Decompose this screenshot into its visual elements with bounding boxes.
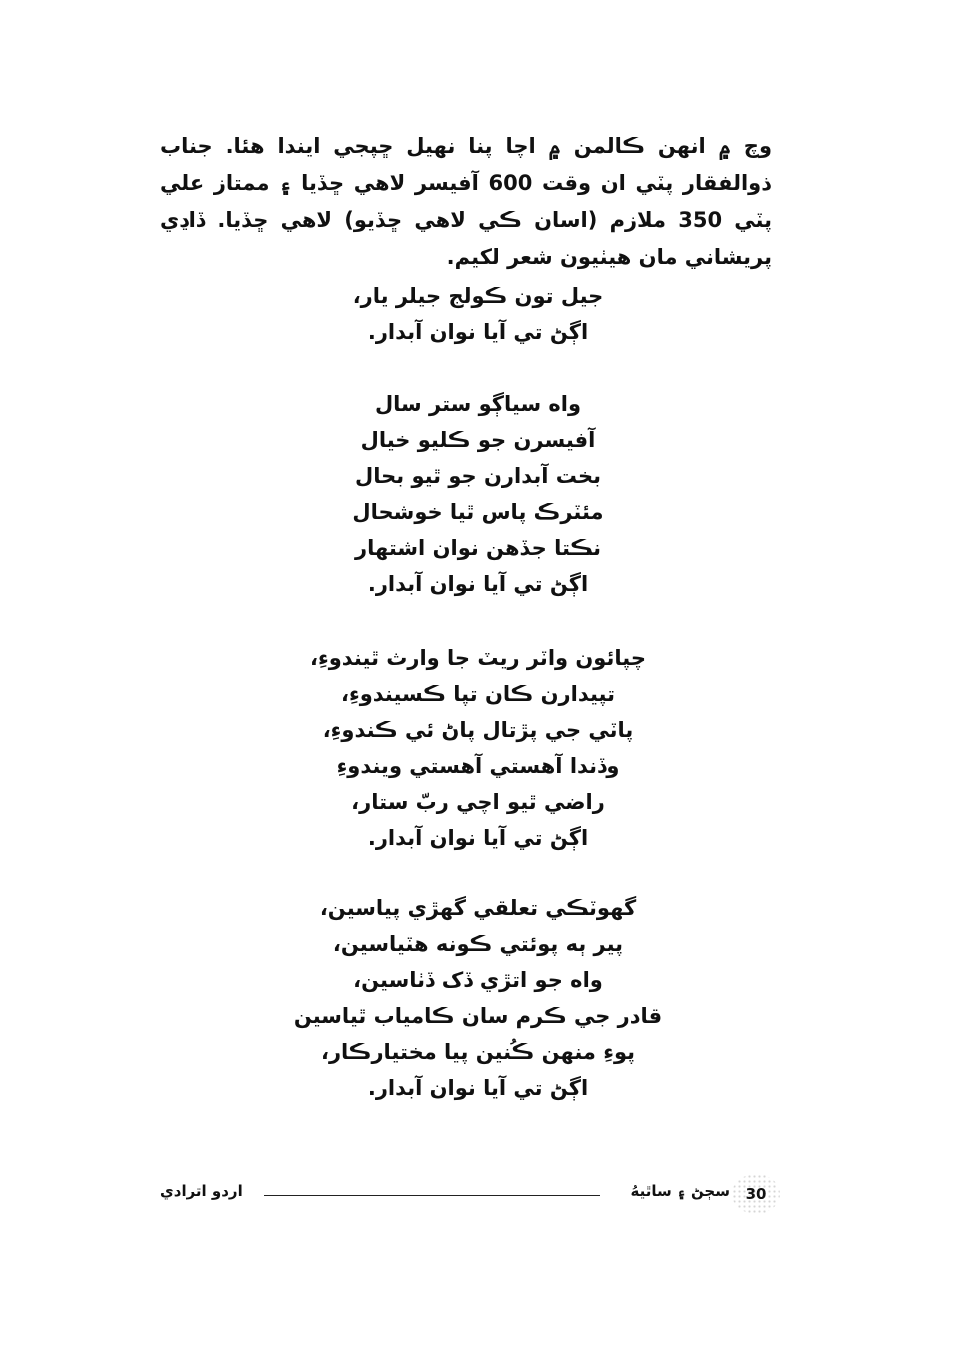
poem-refrain: اڳڻ تي آيا نوان آبدار. — [367, 1076, 589, 1100]
page-number — [736, 1180, 776, 1208]
poem-line: نڪتا جڏهن نوان اشتهار — [355, 536, 601, 560]
footer-divider — [264, 1195, 600, 1196]
poem-line: واه سياڳو ستر سال — [374, 392, 582, 416]
poem-line: وڏندا آهستي آهستي ويندوءِ — [336, 754, 620, 778]
poem-stanza-4 — [190, 890, 766, 1106]
poem-line: گهوٽڪي تعلقي گهڙي پياسين، — [319, 896, 637, 920]
poem-line: پاٽي جي پڙتال پاڻ ئي ڪندوءِ، — [322, 718, 634, 742]
poem-line: مئٽرڪ پاس ٿيا خوشحال — [352, 500, 604, 524]
poem-line: قادر جي ڪرم سان ڪامياب ٿياسين — [293, 1004, 663, 1028]
poem-stanza-2 — [190, 386, 766, 602]
book-title: سڄڻ ۽ ساٿيهُ — [630, 1182, 730, 1200]
poem-line: راضي ٿيو اچي ربّ ستار، — [351, 790, 605, 814]
poem-stanza-3 — [190, 640, 766, 856]
poem-line: تپيدارن ڪان تپا ڪسيندوءِ، — [341, 682, 615, 706]
poem-refrain: اڳڻ تي آيا نوان آبدار. — [367, 826, 589, 850]
poem-refrain: اڳڻ تي آيا نوان آبدار. — [367, 320, 589, 344]
poem-line: چپائون واٽر ريٽ جا وارث ٿيندوءِ، — [310, 646, 646, 670]
poem-line: جيل تون ڪولج جيلر يار، — [352, 284, 604, 308]
poem-line: پير ٻه پوئتي ڪونه هٽياسين، — [332, 932, 624, 956]
poem-refrain: اڳڻ تي آيا نوان آبدار. — [367, 572, 589, 596]
poem-line: آفيسرن جو ڪليو خيال — [360, 428, 596, 452]
poem-line: بخت آبدارن جو ٿيو بحال — [355, 464, 601, 488]
intro-paragraph — [160, 128, 772, 276]
intro-paragraph-text: وچ ۾ انهن ڪالمن ۾ اچا پنا نهيل ڇپجي ايندا هئا. جناب ذوالفقار پٽي ان وقت 600 آفيسر لاهي ڇڏيا ۽ ممتاز علي پٽي 350 ملازم (اسان ڪي لاهي ڇڏيو) لاهي ڇڏيا. ڏاڍي پريشاني مان هيٺيون شعر لکيم. — [160, 134, 773, 269]
poem-stanza-1 — [190, 278, 766, 350]
poem-line: واه جو اتڙي ڏک ڏٺاسين، — [353, 968, 603, 992]
page-number-text: 30 — [745, 1185, 767, 1203]
poem-line: پوءِ منهن ڪُنين پيا مختيارڪار، — [320, 1040, 636, 1064]
page-footer — [160, 1176, 776, 1216]
publisher-name: اردو اترادي — [160, 1182, 243, 1200]
